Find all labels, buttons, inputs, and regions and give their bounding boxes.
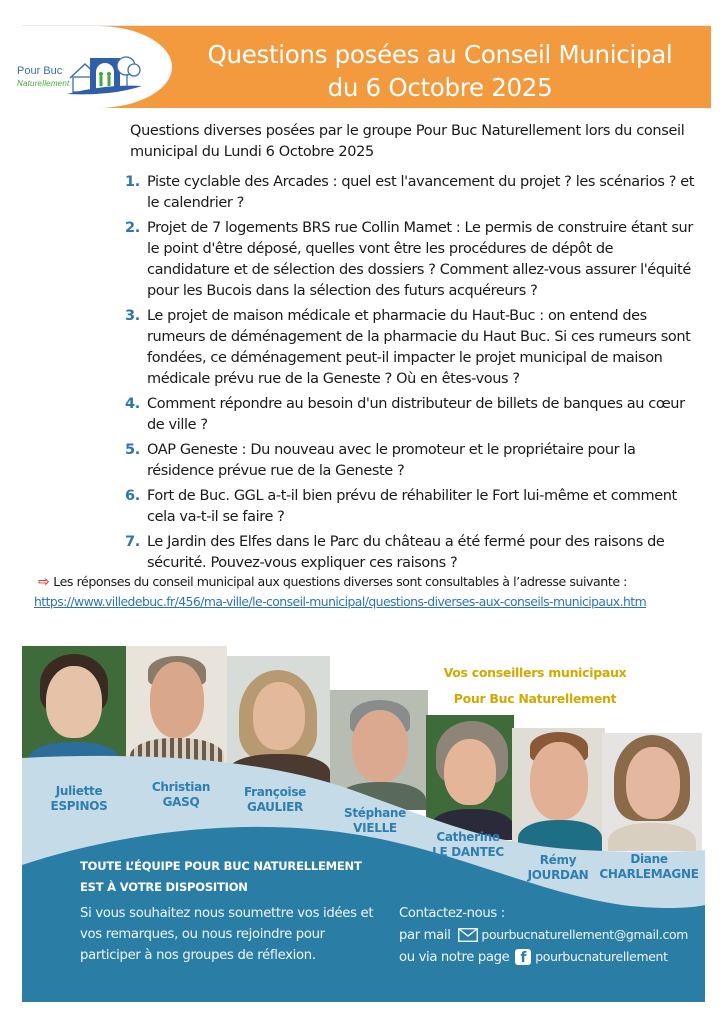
last-name: GASQ <box>162 795 200 809</box>
councillor-name <box>596 852 702 882</box>
question-text: Comment répondre au besoin d'un distributeur de billets de banques au cœur de ville ? <box>147 396 685 433</box>
question-text: OAP Geneste : Du nouveau avec le promoteur et le propriétaire pour la résidence prévue rue de la Geneste ? <box>147 442 636 479</box>
intro-paragraph: Questions diverses posées par le groupe Pour Buc Naturellement lors du conseil municipal du Lundi 6 Octobre 2025 <box>130 123 685 160</box>
contact-mail-row <box>399 924 709 946</box>
question-item <box>125 306 695 390</box>
question-number: 1. <box>125 174 140 190</box>
councillor-name <box>330 806 420 836</box>
email-link[interactable]: pourbucnaturellement@gmail.com <box>481 927 689 942</box>
question-number: 2. <box>125 220 140 236</box>
arrow-right-icon: ⇨ <box>38 574 50 590</box>
question-item <box>125 532 695 574</box>
questions-list <box>125 172 695 578</box>
contact-block <box>399 903 709 968</box>
envelope-icon <box>458 928 478 942</box>
question-item <box>125 172 695 214</box>
first-name: Juliette <box>55 784 103 798</box>
mail-label: par mail <box>399 928 451 943</box>
facebook-link[interactable]: pourbucnaturellement <box>535 949 668 964</box>
councillor-name <box>34 784 124 814</box>
tagline-line1: Vos conseillers municipaux <box>443 665 627 680</box>
question-number: 3. <box>125 308 140 324</box>
logo-text-pour-buc: Pour Buc <box>17 65 63 77</box>
answers-link[interactable]: https://www.villedebuc.fr/456/ma-ville/le-conseil-municipal/questions-diverses-aux-conseils-municipaux.htm <box>34 594 647 609</box>
question-text: Fort de Buc. GGL a-t-il bien prévu de réhabiliter le Fort lui-même et comment cela va-t-il se faire ? <box>147 488 677 525</box>
question-number: 6. <box>125 488 140 504</box>
first-name: Catherine <box>436 830 500 844</box>
team-heading-line2: EST À VOTRE DISPOSITION <box>80 880 248 894</box>
page-label: ou via notre page <box>399 950 510 965</box>
last-name: ESPINOS <box>50 799 108 813</box>
last-name: JOURDAN <box>527 868 589 882</box>
page-title-line2: du 6 Octobre 2025 <box>327 73 553 102</box>
team-heading-line1: TOUTE L’ÉQUIPE POUR BUC NATURELLEMENT <box>80 859 362 873</box>
logo-text-naturellement: Naturellement <box>17 79 70 88</box>
page-title <box>150 38 724 104</box>
first-name: Françoise <box>243 785 307 799</box>
team-heading <box>80 856 362 898</box>
question-item <box>125 440 695 482</box>
first-name: Stéphane <box>343 806 407 820</box>
councillor-name <box>518 853 598 883</box>
page-title-line1: Questions posées au Conseil Municipal <box>207 40 673 69</box>
question-number: 5. <box>125 442 140 458</box>
last-name: GAULIER <box>247 800 303 814</box>
councillors-tagline <box>425 660 645 712</box>
first-name: Diane <box>630 852 668 866</box>
contact-facebook-row <box>399 946 709 968</box>
councillor-name <box>418 830 518 860</box>
question-item <box>125 394 695 436</box>
question-number: 7. <box>125 534 140 550</box>
facebook-icon: f <box>515 949 531 965</box>
question-item <box>125 486 695 528</box>
question-text: Le Jardin des Elfes dans le Parc du château a été fermé pour des raisons de sécurité. Pouvez-vous expliquer ces raisons ? <box>147 534 665 571</box>
last-name: VIELLE <box>353 821 397 835</box>
question-number: 4. <box>125 396 140 412</box>
question-item <box>125 218 695 302</box>
tagline-line2: Pour Buc Naturellement <box>453 691 617 706</box>
answers-note <box>34 572 724 611</box>
question-text: Piste cyclable des Arcades : quel est l'avancement du projet ? les scénarios ? et le calendrier ? <box>147 174 695 211</box>
first-name: Christian <box>151 780 211 794</box>
last-name: CHARLEMAGNE <box>599 867 699 881</box>
question-text: Le projet de maison médicale et pharmacie du Haut-Buc : on entend des rumeurs de déménagement de la pharmacie du Haut Buc. Si ces rumeurs sont fondées, ce déménagement peut-il impacter le projet municipal de maison médicale prévu rue de la Geneste ? Où en êtes-vous ? <box>147 308 691 387</box>
first-name: Rémy <box>539 853 577 867</box>
last-name: LE DANTEC <box>432 845 504 859</box>
councillor-name <box>230 785 320 815</box>
contact-heading: Contactez-nous : <box>399 906 505 921</box>
answers-text: Les réponses du conseil municipal aux questions diverses sont consultables à l’adresse suivante : <box>53 574 627 589</box>
councillor-name <box>136 780 226 810</box>
question-text: Projet de 7 logements BRS rue Collin Mamet : Le permis de construire étant sur le point d'être déposé, quelles vont être les procédures de dépôt de candidature et de sélection des dossiers ? Comment allez-vous assurer l'équité pour les Bucois dans la sélection des futurs acquéreurs ? <box>147 220 693 299</box>
team-body: Si vous souhaitez nous soumettre vos idées et vos remarques, ou nous rejoindre pour participer à nos groupes de réflexion. <box>80 906 374 963</box>
